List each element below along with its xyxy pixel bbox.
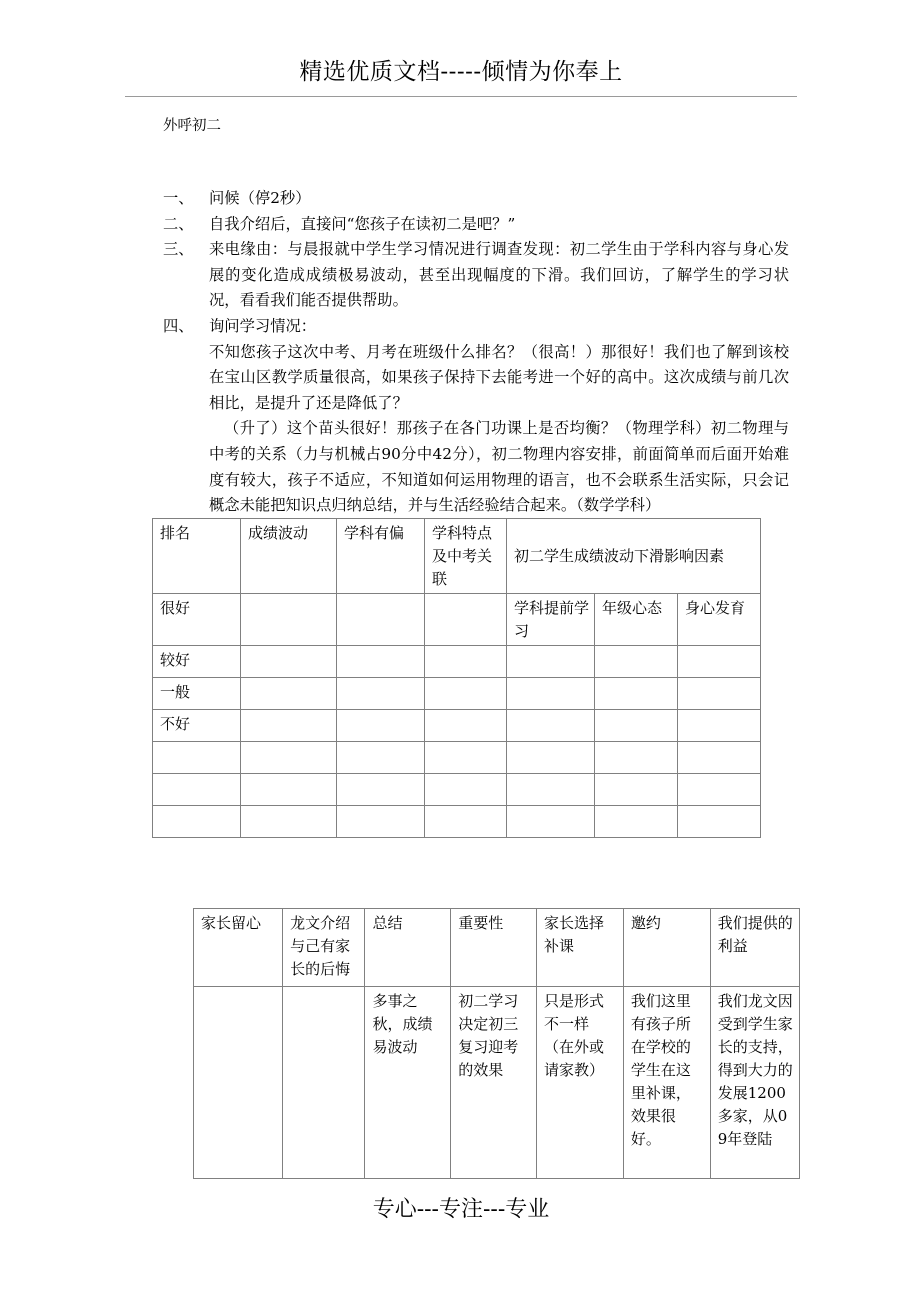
table-cell bbox=[678, 710, 761, 742]
header-banner-text: 精选优质文档-----倾情为你奉上 bbox=[299, 59, 623, 85]
table-cell bbox=[595, 806, 678, 838]
running-header bbox=[125, 58, 797, 87]
table-cell bbox=[595, 678, 678, 710]
paragraph: 不知您孩子这次中考、月考在班级什么排名？（很高！）那很好！我们也了解到该校在宝山区教学质量很高，如果孩子保持下去能考进一个好的高中。这次成绩与前几次相比，是提升了还是降低了？ bbox=[209, 342, 789, 412]
table-subheader-cell: 身心发育 bbox=[678, 594, 761, 646]
document-title: 外呼初二 bbox=[163, 118, 221, 134]
table-cell bbox=[678, 678, 761, 710]
table-cell bbox=[337, 806, 425, 838]
table-header-cell: 龙文介绍与己有家长的后悔 bbox=[283, 909, 365, 987]
table-subheader-cell: 学科提前学习 bbox=[507, 594, 595, 646]
table-cell-rank bbox=[153, 774, 241, 806]
table-row bbox=[153, 710, 761, 742]
table-cell bbox=[241, 742, 337, 774]
table-header-cell: 我们提供的利益 bbox=[710, 909, 799, 987]
table-header-cell: 排名 bbox=[153, 519, 241, 594]
table-cell: 初二学习决定初三复习迎考的效果 bbox=[451, 987, 537, 1179]
table-row bbox=[153, 594, 761, 646]
list-item-text: 询问学习情况： bbox=[209, 316, 317, 335]
table-cell bbox=[595, 742, 678, 774]
table-cell: 只是形式不一样（在外或请家教） bbox=[536, 987, 623, 1179]
table-header-cell: 成绩波动 bbox=[241, 519, 337, 594]
table-header-cell: 总结 bbox=[365, 909, 451, 987]
table-row bbox=[194, 909, 800, 987]
table-header-cell: 家长留心 bbox=[194, 909, 283, 987]
table-cell bbox=[425, 774, 507, 806]
table-subheader-cell: 年级心态 bbox=[595, 594, 678, 646]
table-header-cell: 家长选择补课 bbox=[536, 909, 623, 987]
table-cell bbox=[507, 710, 595, 742]
list-item bbox=[163, 314, 789, 340]
table-cell bbox=[337, 742, 425, 774]
table-cell bbox=[337, 678, 425, 710]
paragraph: （升了）这个苗头很好！那孩子在各门功课上是否均衡？（物理学科）初二物理与中考的关系（力与机械占90分中42分），初二物理内容安排，前面简单而后面开始难度有较大，孩子不适应，不知道如何运用物理的语言，也不会联系生活实际，只会记概念未能把知识点归纳总结，并与生活经验结合起来。（数学学科） bbox=[209, 419, 789, 515]
list-item-text: 自我介绍后，直接问“您孩子在读初二是吧？” bbox=[209, 214, 516, 233]
call-script-table bbox=[193, 908, 800, 1179]
table-cell bbox=[337, 774, 425, 806]
table-cell bbox=[678, 774, 761, 806]
document-body bbox=[163, 186, 789, 519]
table-cell: 我们龙文因受到学生家长的支持，得到大力的发展1200多家，从09年登陆 bbox=[710, 987, 799, 1179]
table-cell-rank: 一般 bbox=[153, 678, 241, 710]
table-cell bbox=[425, 646, 507, 678]
table-cell bbox=[507, 742, 595, 774]
header-divider bbox=[125, 96, 797, 97]
table-cell-rank: 不好 bbox=[153, 710, 241, 742]
list-item-marker: 一、 bbox=[163, 189, 194, 207]
table-header-cell: 重要性 bbox=[451, 909, 537, 987]
table-cell bbox=[678, 806, 761, 838]
list-item bbox=[163, 237, 789, 314]
table-cell: 多事之秋，成绩易波动 bbox=[365, 987, 451, 1179]
table-cell bbox=[194, 987, 283, 1179]
table-cell bbox=[595, 774, 678, 806]
table-cell bbox=[425, 806, 507, 838]
list-item-text: 问候（停2秒） bbox=[209, 189, 311, 207]
table-cell bbox=[425, 710, 507, 742]
table-cell bbox=[425, 742, 507, 774]
table-cell bbox=[595, 646, 678, 678]
table-cell bbox=[595, 710, 678, 742]
table-cell bbox=[241, 594, 337, 646]
table-header-cell: 邀约 bbox=[623, 909, 710, 987]
table-cell bbox=[283, 987, 365, 1179]
table-cell bbox=[507, 774, 595, 806]
table-cell bbox=[507, 646, 595, 678]
table-row bbox=[194, 987, 800, 1179]
table-cell bbox=[241, 774, 337, 806]
rank-influence-table bbox=[152, 518, 761, 838]
list-item-text: 来电缘由：与晨报就中学生学习情况进行调查发现：初二学生由于学科内容与身心发展的变化造成成绩极易波动，甚至出现幅度的下滑。我们回访，了解学生的学习状况，看看我们能否提供帮助。 bbox=[209, 240, 789, 310]
table-cell bbox=[678, 646, 761, 678]
table-cell-rank bbox=[153, 742, 241, 774]
table-cell bbox=[507, 806, 595, 838]
table-cell bbox=[241, 646, 337, 678]
table-cell bbox=[678, 742, 761, 774]
table-cell-rank: 很好 bbox=[153, 594, 241, 646]
table-header-cell-span: 初二学生成绩波动下滑影响因素 bbox=[507, 519, 761, 594]
table-cell bbox=[241, 806, 337, 838]
list-item-marker: 四、 bbox=[163, 316, 194, 335]
table-cell-rank bbox=[153, 806, 241, 838]
running-footer bbox=[125, 1192, 797, 1223]
list-item-marker: 三、 bbox=[163, 240, 194, 259]
table-row bbox=[153, 774, 761, 806]
table-cell bbox=[507, 678, 595, 710]
table-cell-rank: 较好 bbox=[153, 646, 241, 678]
table-cell: 我们这里有孩子所在学校的学生在这里补课，效果很好。 bbox=[623, 987, 710, 1179]
table-row bbox=[153, 806, 761, 838]
table-cell bbox=[241, 678, 337, 710]
list-item-marker: 二、 bbox=[163, 214, 194, 233]
list-item bbox=[163, 212, 789, 238]
table-header-cell: 学科有偏 bbox=[337, 519, 425, 594]
table-cell bbox=[241, 710, 337, 742]
table-row bbox=[153, 678, 761, 710]
table-cell bbox=[337, 594, 425, 646]
table-cell bbox=[337, 646, 425, 678]
table-row bbox=[153, 519, 761, 594]
table-row bbox=[153, 742, 761, 774]
footer-slogan-text: 专心---专注---专业 bbox=[372, 1197, 550, 1222]
table-cell bbox=[337, 710, 425, 742]
list-item bbox=[163, 186, 789, 212]
table-header-cell: 学科特点及中考关联 bbox=[425, 519, 507, 594]
table-cell bbox=[425, 594, 507, 646]
table-cell bbox=[425, 678, 507, 710]
table-row bbox=[153, 646, 761, 678]
